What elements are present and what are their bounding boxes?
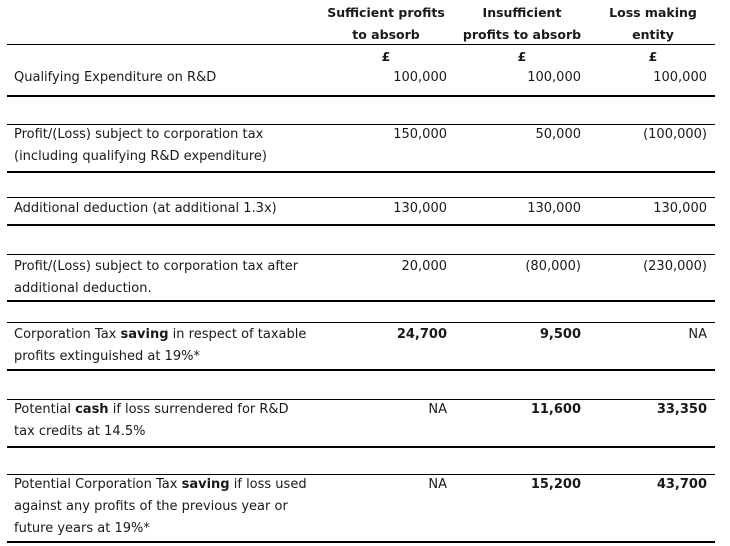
row-value: 150,000 [393, 127, 447, 142]
column-header-line2: to absorb [352, 27, 420, 42]
row-value: 130,000 [527, 201, 581, 216]
divider [7, 44, 715, 45]
divider [7, 322, 715, 323]
divider [7, 369, 715, 371]
divider [7, 541, 715, 543]
column-header-loss-making-entity [583, 2, 723, 68]
row-value: 11,600 [530, 402, 581, 417]
row-value: 50,000 [535, 127, 581, 142]
row-value: 9,500 [539, 327, 581, 342]
row-value: 100,000 [527, 70, 581, 85]
row-value: (230,000) [643, 259, 707, 274]
row-label-profit-loss-after-deduction: Profit/(Loss) subject to corporation tax after additional deduction. [14, 259, 299, 296]
column-header-currency: £ [517, 49, 527, 64]
column-header-currency: £ [648, 49, 658, 64]
row-value: 33,350 [656, 402, 707, 417]
row-label-potential-ct-saving-loss-used: Potential Corporation Tax saving if loss used against any profits of the previous year or future years at 19%* [14, 477, 307, 536]
row-value: (80,000) [525, 259, 581, 274]
row-value: 20,000 [401, 259, 447, 274]
divider [7, 224, 715, 226]
row-label-ct-saving-taxable-profits: Corporation Tax saving in respect of taxable profits extinguished at 19%* [14, 327, 307, 364]
column-header-line2: entity [632, 27, 674, 42]
row-value: 24,700 [396, 327, 447, 342]
row-value: 100,000 [653, 70, 707, 85]
row-value: NA [688, 327, 707, 342]
row-label-additional-deduction: Additional deduction (at additional 1.3x) [14, 201, 277, 216]
row-value: NA [428, 477, 447, 492]
column-header-line1: Sufficient profits [327, 5, 445, 20]
row-value: NA [428, 402, 447, 417]
column-header-line1: Insufficient [482, 5, 562, 20]
column-header-currency: £ [381, 49, 391, 64]
divider [7, 254, 715, 255]
column-header-insufficient-profits [452, 2, 592, 68]
row-label-profit-loss-subject-to-ct: Profit/(Loss) subject to corporation tax (including qualifying R&D expenditure) [14, 127, 267, 164]
row-value: 130,000 [393, 201, 447, 216]
divider [7, 300, 715, 302]
row-label-qualifying-expenditure: Qualifying Expenditure on R&D [14, 70, 217, 85]
row-value: (100,000) [643, 127, 707, 142]
divider [7, 95, 715, 97]
column-header-line2: profits to absorb [462, 27, 582, 42]
row-value: 130,000 [653, 201, 707, 216]
row-label-potential-cash-rd-credits: Potential cash if loss surrendered for R&D tax credits at 14.5% [14, 402, 289, 439]
row-value: 100,000 [393, 70, 447, 85]
column-header-sufficient-profits [316, 2, 456, 68]
row-value: 15,200 [530, 477, 581, 492]
row-value: 43,700 [656, 477, 707, 492]
divider [7, 171, 715, 173]
divider [7, 446, 715, 448]
column-header-line1: Loss making [609, 5, 697, 20]
